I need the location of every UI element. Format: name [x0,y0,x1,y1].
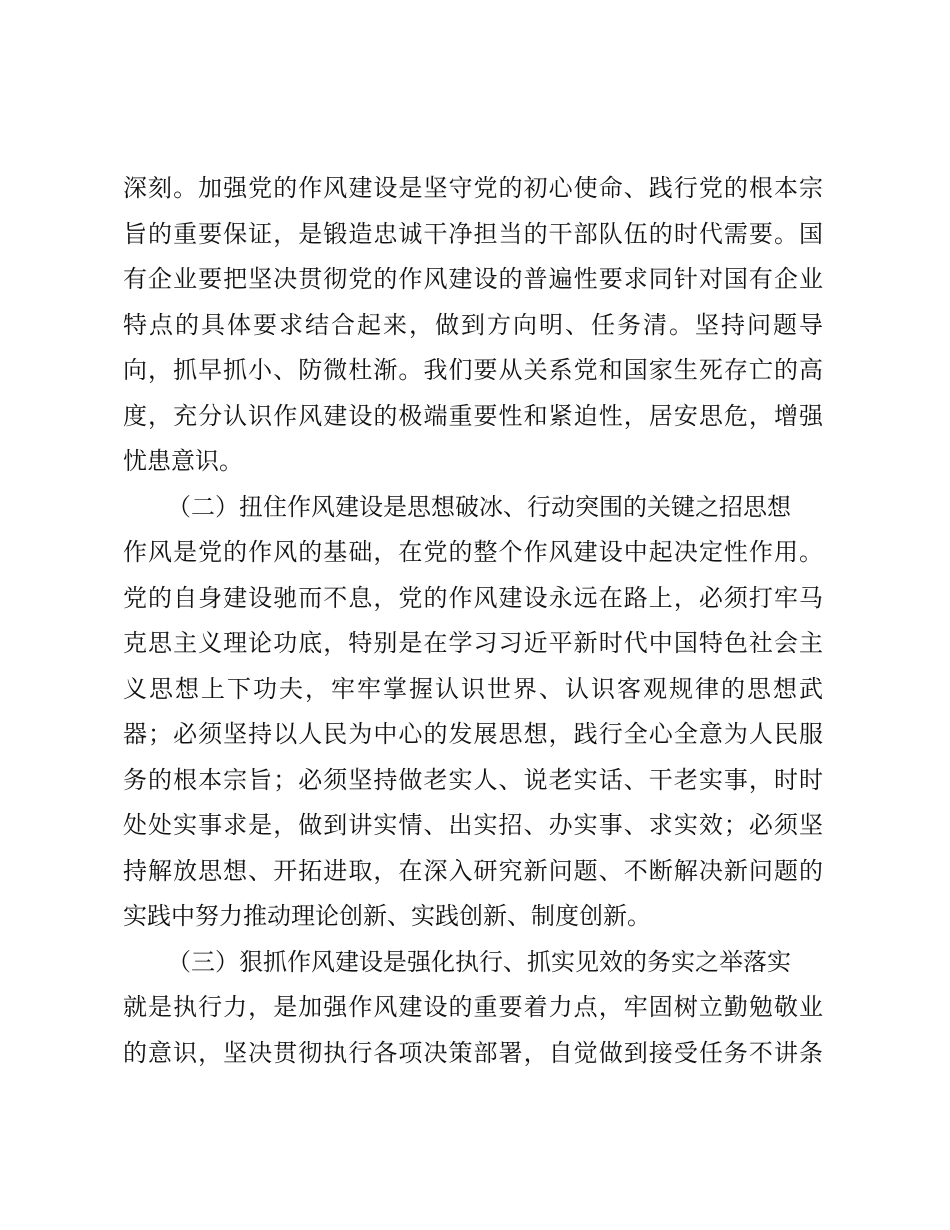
text-line: 就是执行力，是加强作风建设的重要着力点，牢固树立勤勉敬业 [123,993,823,1021]
text-line: 持解放思想、开拓进取，在深入研究新问题、不断解决新问题的 [123,856,823,885]
text-line: 义思想上下功夫，牢牢掌握认识世界、认识客观规律的思想武 [123,674,823,703]
text-line: （三）狠抓作风建设是强化执行、抓实见效的务实之举落实 [167,947,791,976]
text-line: 作风是党的作风的基础，在党的整个作风建设中起决定性作用。 [123,538,823,566]
text-line: （二）扭住作风建设是思想破冰、行动突围的关键之招思想 [167,492,791,521]
text-line: 处处实事求是，做到讲实情、出实招、办实事、求实效；必须坚 [123,811,823,839]
paragraph-2 [123,485,823,940]
text-line: 忧患意识。 [123,447,243,475]
text-line: 务的根本宗旨；必须坚持做老实人、说老实话、干老实事，时时 [123,765,823,794]
text-line: 深刻。加强党的作风建设是坚守党的初心使命、践行党的根本宗 [123,174,823,202]
document-body [123,166,823,1076]
text-line: 实践中努力推动理论创新、实践创新、制度创新。 [123,902,651,930]
text-line: 特点的具体要求结合起来，做到方向明、任务清。坚持问题导 [123,310,823,339]
text-line: 克思主义理论功底，特别是在学习习近平新时代中国特色社会主 [123,629,823,657]
text-line: 旨的重要保证，是锻造忠诚干净担当的干部队伍的时代需要。国 [123,219,823,248]
text-line: 的意识，坚决贯彻执行各项决策部署，自觉做到接受任务不讲条 [123,1038,823,1067]
text-line: 有企业要把坚决贯彻党的作风建设的普遍性要求同针对国有企业 [123,265,823,293]
text-line: 向，抓早抓小、防微杜渐。我们要从关系党和国家生死存亡的高 [123,356,823,384]
paragraph-1 [123,166,823,485]
paragraph-3 [123,940,823,1077]
text-line: 党的自身建设驰而不息，党的作风建设永远在路上，必须打牢马 [123,583,823,612]
text-line: 器；必须坚持以人民为中心的发展思想，践行全心全意为人民服 [123,720,823,748]
text-line: 度，充分认识作风建设的极端重要性和紧迫性，居安思危，增强 [123,401,823,430]
